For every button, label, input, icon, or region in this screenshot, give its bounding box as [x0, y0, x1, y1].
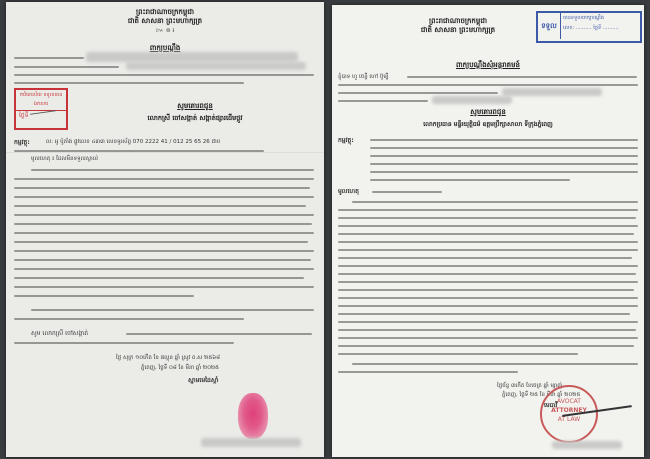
redacted-text	[502, 88, 602, 96]
ornament: ៚ ៙ ៛	[155, 27, 175, 34]
reason-label: មូលហេតុ ៖ ដែលមិនទទួលស្គាល់	[31, 156, 99, 162]
kingdom-header: ព្រះរាជាណាចក្រកម្ពុជា	[428, 17, 487, 25]
kingdom-header: ព្រះរាជាណាចក្រកម្ពុជា	[135, 8, 194, 16]
motto: ជាតិ សាសនា ព្រះមហាក្សត្រ	[127, 17, 203, 25]
solar-date: ភ្នំពេញ, ថ្ងៃទី ២៥ ខែ មីនា ឆ្នាំ ២០២៥	[502, 392, 581, 398]
signer-label: ស្នាមមេដៃស្តាំ	[188, 377, 219, 384]
paper-fold	[6, 152, 324, 153]
reason-label: មូលហេតុ	[338, 188, 359, 195]
lunar-date: ថ្ងៃច័ន្ទ ៣កើត ខែចេត្រ ឆ្នាំ ម្សាញ់	[497, 383, 563, 389]
subject-label: កម្មវត្ថុ:	[14, 139, 30, 146]
left-document	[6, 2, 324, 457]
redacted-name	[552, 441, 622, 449]
sender-line: ខ្ញុំបាទ ហួ ចេន្ទី ហៅ ប៊ូម្បី	[338, 74, 389, 80]
redacted-text	[86, 52, 298, 62]
salutation: សូមគោរពជូន	[177, 102, 213, 110]
motto: ជាតិ សាសនា ព្រះមហាក្សត្រ	[420, 26, 496, 34]
received-stamp-blue: ទទួល បានទទួលពាក្យបណ្តឹង លេខ: .......... ថ្ងៃទី ..........	[536, 11, 642, 43]
addressee: លោកស្រី ចៅសង្កាត់ សង្កាត់ផ្សារដើមថ្កូវ	[147, 114, 243, 122]
closing-request: សូម លោកស្រី ចៅសង្កាត់	[31, 330, 89, 337]
subject-text: ល: អូ ប៉ូតាំង ផ្លូវលេខ ៤៣៣ លេខទូរស័ព្ទ 070 2222 41 / 012 25 65 26 ជាប	[46, 139, 221, 145]
thumbprint	[238, 393, 268, 439]
salutation: សូមគោរពជូន	[470, 108, 506, 116]
redacted-text	[126, 62, 306, 70]
document-type: ពាក្យបណ្តឹងសុំអន្តរាគមន៍	[456, 61, 520, 69]
signer-label: មេធាវី	[544, 402, 558, 409]
attorney-seal: AVOCAT ATTORNEY AT LAW	[540, 385, 598, 443]
redacted-name	[201, 438, 301, 447]
right-document	[332, 5, 644, 457]
lunar-date: ថ្ងៃ សុក្រ ១០កើត ខែ ផល្គុន ឆ្នាំ ស្រូវ ព.ស ២៥៦៨	[116, 355, 221, 361]
solar-date: ភ្នំពេញ, ថ្ងៃទី ០៨ ខែ មីនា ឆ្នាំ ២០២៥	[141, 365, 220, 371]
redacted-text	[432, 96, 512, 104]
subject-label: កម្មវត្ថុ:	[338, 137, 354, 144]
addressee: លោកប្រធាន មន្ទីរយុត្តិធម៌ ឧត្តមប្រឹក្សាសាលា ទីក្រុងភ្នំពេញ	[423, 121, 553, 128]
document-type: ពាក្យបណ្តឹង	[149, 44, 181, 52]
received-stamp: ការិយាល័យ ទទួលបានឯកសារ ថ្ងៃទី	[14, 88, 68, 130]
